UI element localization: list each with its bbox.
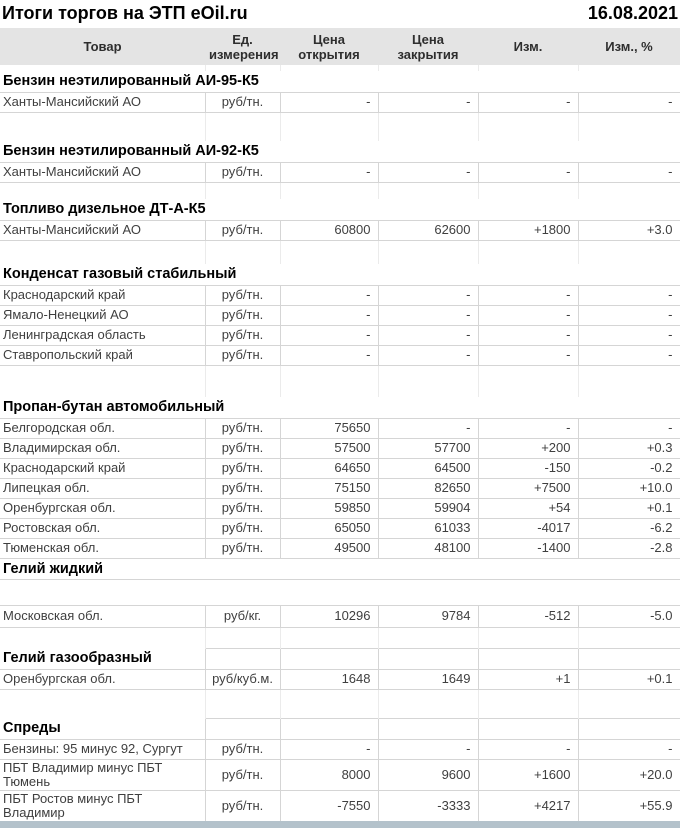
section-title-row [0, 558, 680, 579]
spacer-cell [280, 112, 378, 141]
section-title-row [0, 141, 680, 162]
spacer-cell [0, 240, 205, 264]
section-title-empty-cell [378, 718, 478, 739]
open-price-cell: 1648 [280, 669, 378, 689]
section-title-row [0, 718, 680, 739]
table-row [0, 305, 680, 325]
col-header-change-pct: Изм., % [578, 28, 680, 65]
section-title: Пропан-бутан автомобильный [0, 397, 680, 418]
change-pct-cell: +10.0 [578, 478, 680, 498]
change-cell: -4017 [478, 518, 578, 538]
change-cell: +4217 [478, 790, 578, 821]
change-pct-cell: - [578, 739, 680, 759]
table-row [0, 345, 680, 365]
product-cell: Ростовская обл. [0, 518, 205, 538]
section-title-empty-cell [578, 718, 680, 739]
spacer-cell [205, 365, 280, 397]
spacer-cell [378, 365, 478, 397]
open-price-cell: 49500 [280, 538, 378, 558]
close-price-cell: 82650 [378, 478, 478, 498]
change-pct-cell: +0.1 [578, 669, 680, 689]
unit-cell: руб/тн. [205, 438, 280, 458]
product-cell: Московская обл. [0, 605, 205, 627]
unit-cell: руб/тн. [205, 739, 280, 759]
close-price-cell: - [378, 92, 478, 112]
unit-cell: руб/тн. [205, 220, 280, 240]
spacer-row [0, 627, 680, 648]
spacer-cell [578, 627, 680, 648]
change-pct-cell: -0.2 [578, 458, 680, 478]
change-cell: +7500 [478, 478, 578, 498]
section-title: Гелий газообразный [0, 648, 205, 669]
spacer-cell [0, 627, 205, 648]
section-title-empty-cell [378, 648, 478, 669]
close-price-cell: 48100 [378, 538, 478, 558]
spacer-row [0, 182, 680, 199]
product-cell: Ленинградская область [0, 325, 205, 345]
unit-cell: руб/тн. [205, 478, 280, 498]
section-title-row [0, 264, 680, 285]
product-cell: Оренбургская обл. [0, 669, 205, 689]
table-row [0, 605, 680, 627]
product-cell: Ямало-Ненецкий АО [0, 305, 205, 325]
change-pct-cell: +0.1 [578, 498, 680, 518]
col-header-unit: Ед. измерения [205, 28, 280, 65]
spacer-cell [0, 579, 205, 605]
change-cell: -512 [478, 605, 578, 627]
spacer-cell [378, 182, 478, 199]
unit-cell: руб/тн. [205, 418, 280, 438]
close-price-cell: 9600 [378, 759, 478, 790]
open-price-cell: 8000 [280, 759, 378, 790]
table-row [0, 790, 680, 821]
product-cell: Ханты-Мансийский АО [0, 220, 205, 240]
spacer-cell [378, 240, 478, 264]
change-pct-cell: -5.0 [578, 605, 680, 627]
spacer-cell [578, 689, 680, 718]
change-pct-cell: - [578, 285, 680, 305]
change-cell: -150 [478, 458, 578, 478]
spacer-cell [478, 112, 578, 141]
close-price-cell: - [378, 418, 478, 438]
spacer-cell [378, 627, 478, 648]
section-title-empty-cell [478, 648, 578, 669]
spacer-cell [378, 112, 478, 141]
spacer-cell [0, 365, 205, 397]
unit-cell: руб/тн. [205, 790, 280, 821]
change-pct-cell: - [578, 418, 680, 438]
close-price-cell: 57700 [378, 438, 478, 458]
spacer-cell [280, 627, 378, 648]
spacer-cell [478, 689, 578, 718]
unit-cell: руб/тн. [205, 518, 280, 538]
change-cell: +200 [478, 438, 578, 458]
col-header-change: Изм. [478, 28, 578, 65]
results-table [0, 28, 680, 822]
spacer-cell [578, 240, 680, 264]
change-cell: +1600 [478, 759, 578, 790]
open-price-cell: - [280, 345, 378, 365]
table-row [0, 759, 680, 790]
change-pct-cell: - [578, 325, 680, 345]
section-title-row [0, 71, 680, 92]
close-price-cell: 9784 [378, 605, 478, 627]
open-price-cell: - [280, 305, 378, 325]
spacer-cell [578, 112, 680, 141]
spacer-cell [205, 627, 280, 648]
change-pct-cell: - [578, 345, 680, 365]
change-pct-cell: - [578, 92, 680, 112]
section-title: Конденсат газовый стабильный [0, 264, 680, 285]
table-row [0, 418, 680, 438]
spacer-cell [0, 689, 205, 718]
table-row [0, 162, 680, 182]
col-header-close-price: Цена закрытия [378, 28, 478, 65]
section-title-empty-cell [205, 718, 280, 739]
spacer-cell [478, 240, 578, 264]
table-row [0, 325, 680, 345]
spacer-cell [0, 112, 205, 141]
section-title: Топливо дизельное ДТ-А-К5 [0, 199, 680, 220]
unit-cell: руб/куб.м. [205, 669, 280, 689]
change-cell: - [478, 92, 578, 112]
page-title: Итоги торгов на ЭТП eOil.ru [2, 3, 248, 23]
product-cell: Оренбургская обл. [0, 498, 205, 518]
section-title-empty-cell [578, 648, 680, 669]
change-pct-cell: - [578, 162, 680, 182]
close-price-cell: 61033 [378, 518, 478, 538]
change-pct-cell: - [578, 305, 680, 325]
change-pct-cell: +3.0 [578, 220, 680, 240]
section-title-empty-cell [205, 648, 280, 669]
change-cell: +54 [478, 498, 578, 518]
table-row [0, 518, 680, 538]
close-price-cell: - [378, 739, 478, 759]
spacer-cell [378, 579, 478, 605]
change-pct-cell: -6.2 [578, 518, 680, 538]
spacer-cell [280, 579, 378, 605]
spacer-cell [280, 689, 378, 718]
spacer-cell [280, 182, 378, 199]
change-pct-cell: +0.3 [578, 438, 680, 458]
table-row [0, 538, 680, 558]
open-price-cell: - [280, 739, 378, 759]
report-date: 16.08.2021 [587, 3, 678, 23]
spacer-cell [205, 579, 280, 605]
close-price-cell: - [378, 162, 478, 182]
close-price-cell: - [378, 305, 478, 325]
unit-cell: руб/тн. [205, 162, 280, 182]
section-title-row [0, 648, 680, 669]
spacer-cell [478, 627, 578, 648]
product-cell: Тюменская обл. [0, 538, 205, 558]
unit-cell: руб/тн. [205, 759, 280, 790]
spacer-cell [280, 240, 378, 264]
section-title-empty-cell [280, 648, 378, 669]
close-price-cell: 64500 [378, 458, 478, 478]
unit-cell: руб/тн. [205, 285, 280, 305]
section-title: Бензин неэтилированный АИ-92-К5 [0, 141, 680, 162]
product-cell: Ханты-Мансийский АО [0, 162, 205, 182]
open-price-cell: 64650 [280, 458, 378, 478]
change-cell: - [478, 162, 578, 182]
spacer-cell [578, 182, 680, 199]
product-cell: Липецкая обл. [0, 478, 205, 498]
close-price-cell: - [378, 325, 478, 345]
product-cell: Белгородская обл. [0, 418, 205, 438]
change-cell: - [478, 325, 578, 345]
section-title: Гелий жидкий [0, 558, 680, 579]
open-price-cell: 60800 [280, 220, 378, 240]
spacer-cell [205, 112, 280, 141]
open-price-cell: 57500 [280, 438, 378, 458]
unit-cell: руб/тн. [205, 92, 280, 112]
table-row [0, 739, 680, 759]
spacer-row [0, 240, 680, 264]
open-price-cell: 75150 [280, 478, 378, 498]
unit-cell: руб/тн. [205, 538, 280, 558]
close-price-cell: -3333 [378, 790, 478, 821]
close-price-cell: 1649 [378, 669, 478, 689]
product-cell: Ставропольский край [0, 345, 205, 365]
spacer-cell [205, 689, 280, 718]
spacer-row [0, 579, 680, 605]
table-row [0, 478, 680, 498]
unit-cell: руб/тн. [205, 498, 280, 518]
product-cell: Бензины: 95 минус 92, Сургут [0, 739, 205, 759]
product-cell: ПБТ Владимир минус ПБТ Тюмень [0, 759, 205, 790]
spacer-cell [478, 579, 578, 605]
change-cell: - [478, 305, 578, 325]
open-price-cell: 65050 [280, 518, 378, 538]
window-bottom-edge [0, 821, 680, 828]
table-row [0, 458, 680, 478]
product-cell: Ханты-Мансийский АО [0, 92, 205, 112]
change-cell: +1 [478, 669, 578, 689]
table-row [0, 438, 680, 458]
change-cell: - [478, 739, 578, 759]
product-cell: Краснодарский край [0, 458, 205, 478]
open-price-cell: - [280, 92, 378, 112]
table-row [0, 669, 680, 689]
spacer-cell [578, 365, 680, 397]
spacer-row [0, 112, 680, 141]
section-title: Бензин неэтилированный АИ-95-К5 [0, 71, 680, 92]
close-price-cell: 62600 [378, 220, 478, 240]
open-price-cell: 10296 [280, 605, 378, 627]
spacer-cell [378, 689, 478, 718]
table-row [0, 498, 680, 518]
col-header-product: Товар [0, 28, 205, 65]
close-price-cell: - [378, 345, 478, 365]
title-bar [0, 0, 680, 28]
spacer-row [0, 689, 680, 718]
section-title-empty-cell [478, 718, 578, 739]
open-price-cell: 59850 [280, 498, 378, 518]
spacer-cell [280, 365, 378, 397]
spacer-row [0, 365, 680, 397]
change-pct-cell: +55.9 [578, 790, 680, 821]
unit-cell: руб/кг. [205, 605, 280, 627]
header-row [0, 28, 680, 65]
spacer-cell [478, 182, 578, 199]
spacer-cell [205, 240, 280, 264]
open-price-cell: - [280, 285, 378, 305]
spacer-cell [578, 579, 680, 605]
open-price-cell: -7550 [280, 790, 378, 821]
change-cell: -1400 [478, 538, 578, 558]
product-cell: Владимирская обл. [0, 438, 205, 458]
change-cell: - [478, 345, 578, 365]
section-title-row [0, 199, 680, 220]
open-price-cell: - [280, 162, 378, 182]
unit-cell: руб/тн. [205, 345, 280, 365]
product-cell: ПБТ Ростов минус ПБТ Владимир [0, 790, 205, 821]
col-header-open-price: Цена открытия [280, 28, 378, 65]
close-price-cell: 59904 [378, 498, 478, 518]
unit-cell: руб/тн. [205, 325, 280, 345]
section-title-empty-cell [280, 718, 378, 739]
open-price-cell: - [280, 325, 378, 345]
table-row [0, 92, 680, 112]
spacer-cell [478, 365, 578, 397]
spacer-cell [205, 182, 280, 199]
table-row [0, 285, 680, 305]
unit-cell: руб/тн. [205, 458, 280, 478]
close-price-cell: - [378, 285, 478, 305]
change-cell: - [478, 285, 578, 305]
table-header [0, 28, 680, 65]
change-pct-cell: -2.8 [578, 538, 680, 558]
unit-cell: руб/тн. [205, 305, 280, 325]
open-price-cell: 75650 [280, 418, 378, 438]
product-cell: Краснодарский край [0, 285, 205, 305]
section-title-row [0, 397, 680, 418]
change-cell: +1800 [478, 220, 578, 240]
change-cell: - [478, 418, 578, 438]
table-row [0, 220, 680, 240]
change-pct-cell: +20.0 [578, 759, 680, 790]
spacer-cell [0, 182, 205, 199]
section-title: Спреды [0, 718, 205, 739]
